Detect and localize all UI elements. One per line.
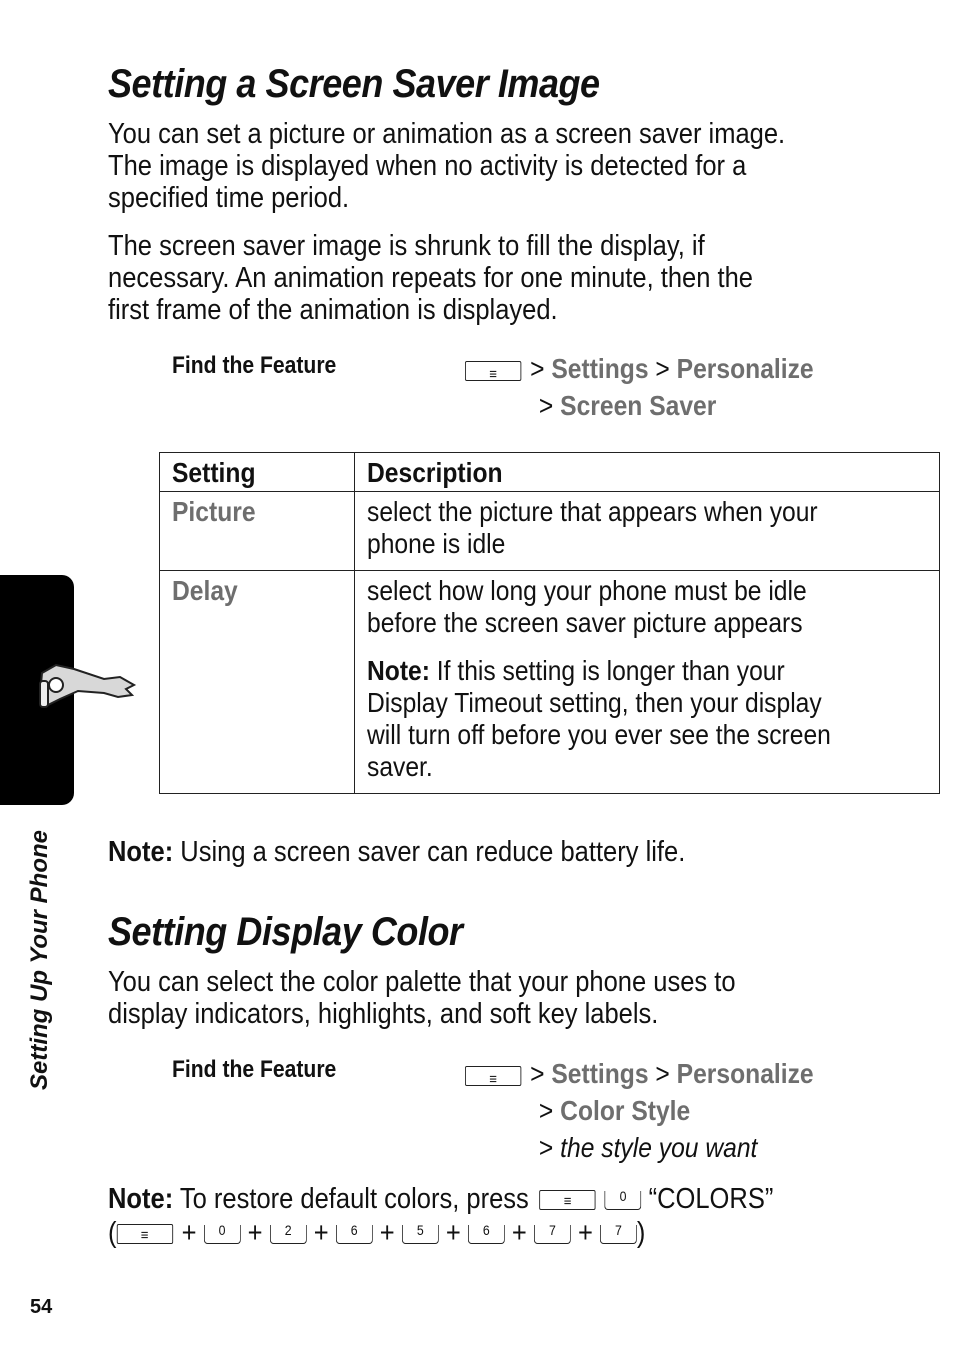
paragraph: The screen saver image is shrunk to fill the display, if necessary. An animation repeats for one minute, then the first frame of the animation is displayed. <box>108 230 754 326</box>
chapter-label: Setting Up Your Phone <box>26 829 53 1090</box>
menu-style-choice: the style you want <box>560 1132 758 1163</box>
key-6-icon: 6 <box>468 1225 505 1244</box>
setting-description: select how long your phone must be idle before the screen saver picture appears <box>367 575 807 638</box>
setting-description: select the picture that appears when your phone is idle <box>367 496 818 559</box>
menu-key-icon <box>465 361 521 381</box>
setting-name: Delay <box>172 575 238 606</box>
menu-color-style: Color Style <box>560 1095 691 1126</box>
key-5-icon: 5 <box>402 1225 439 1244</box>
column-header: Description <box>355 453 940 492</box>
paragraph: You can set a picture or animation as a screen saver image. The image is displayed when no activity is detected for a specified time period. <box>108 118 786 214</box>
display-color-intro <box>108 966 794 1046</box>
menu-settings: Settings <box>551 1058 649 1089</box>
page-number: 54 <box>30 1296 53 1318</box>
restore-colors-note: Note: To restore default colors, press ≡ 0 “COLORS” (≡ + 0 + 2 + 6 + 5 + 6 + 7 + 7 ) <box>108 1182 773 1250</box>
menu-personalize: Personalize <box>676 1058 814 1089</box>
find-feature-label: Find the Feature <box>172 1056 337 1083</box>
table-row <box>160 571 940 794</box>
column-header: Setting <box>160 453 355 492</box>
find-feature-label: Find the Feature <box>172 352 337 379</box>
menu-key-icon <box>539 1190 595 1210</box>
wrench-icon <box>34 655 138 717</box>
key-0-icon: 0 <box>605 1191 642 1210</box>
find-feature-path: ≡ > Settings > Personalize > Color Style > the style you want <box>465 1055 814 1166</box>
menu-key-icon <box>465 1066 521 1086</box>
key-6-icon: 6 <box>336 1225 373 1244</box>
section-title-display-color: Setting Display Color <box>108 910 463 954</box>
colors-word: “COLORS” <box>648 1183 774 1215</box>
setting-note: Note: If this setting is longer than your Display Timeout setting, then your display will turn off before you ever see the screen saver. <box>367 655 831 782</box>
setting-name: Picture <box>172 496 256 527</box>
menu-key-icon <box>117 1224 173 1244</box>
menu-settings: Settings <box>551 353 649 384</box>
menu-personalize: Personalize <box>676 353 814 384</box>
section-title-screen-saver: Setting a Screen Saver Image <box>108 62 600 106</box>
key-7-icon: 7 <box>600 1225 637 1244</box>
screen-saver-intro <box>108 118 794 342</box>
key-7-icon: 7 <box>534 1225 571 1244</box>
menu-screen-saver: Screen Saver <box>560 390 717 421</box>
battery-note: Note: Using a screen saver can reduce battery life. <box>108 836 686 868</box>
key-2-icon: 2 <box>270 1225 307 1244</box>
find-feature-path: ≡ > Settings > Personalize > Screen Saver <box>465 350 814 424</box>
paragraph: You can select the color palette that your phone uses to display indicators, highlights, and soft key labels. <box>108 966 736 1030</box>
key-0-icon: 0 <box>204 1225 241 1244</box>
settings-table <box>159 452 940 794</box>
table-row <box>160 492 940 571</box>
